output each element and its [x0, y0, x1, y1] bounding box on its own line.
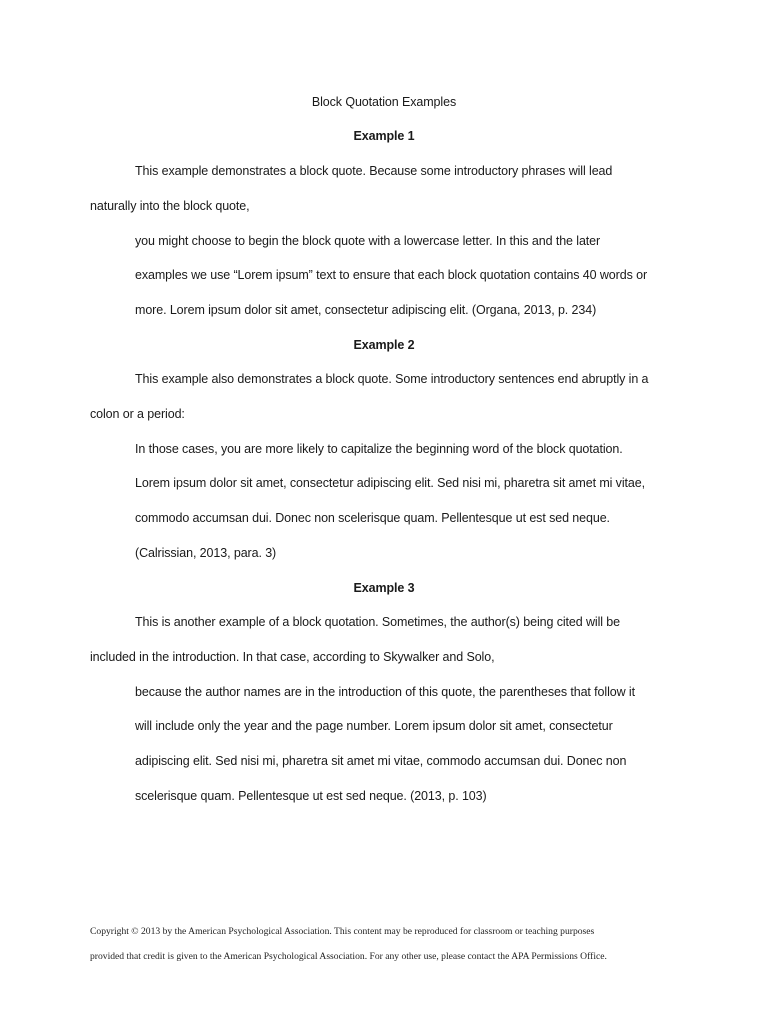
example-1-quote-line: you might choose to begin the block quote with a lowercase letter. In this and the later [135, 234, 601, 248]
example-2-quote-line: commodo accumsan dui. Donec non scelerisque quam. Pellentesque ut est sed neque. [135, 511, 610, 525]
copyright-footer-line: Copyright © 2013 by the American Psychological Association. This content may be reproduced for classroom or teaching purposes [90, 926, 595, 937]
example-2-heading: Example 2 [353, 338, 415, 352]
example-3-quote-line: because the author names are in the introduction of this quote, the parentheses that follow it [135, 685, 635, 699]
example-3-quote-line: adipiscing elit. Sed nisi mi, pharetra sit amet mi vitae, commodo accumsan dui. Donec non [135, 754, 627, 768]
example-2-intro-line: This example also demonstrates a block quote. Some introductory sentences end abruptly in a [135, 372, 649, 386]
example-2-quote-line: (Calrissian, 2013, para. 3) [135, 546, 277, 560]
example-1-quote-line: more. Lorem ipsum dolor sit amet, consectetur adipiscing elit. (Organa, 2013, p. 234) [135, 303, 597, 317]
example-3-quote-line: scelerisque quam. Pellentesque ut est sed neque. (2013, p. 103) [135, 789, 487, 803]
example-3-intro-line: included in the introduction. In that case, according to Skywalker and Solo, [90, 650, 495, 664]
example-1-heading: Example 1 [353, 129, 415, 143]
example-3-intro-line: This is another example of a block quotation. Sometimes, the author(s) being cited will be [135, 615, 621, 629]
document-title: Block Quotation Examples [311, 95, 457, 109]
example-2-intro-line: colon or a period: [90, 407, 185, 421]
copyright-footer-line: provided that credit is given to the American Psychological Association. For any other use, please contact the APA Permissions Office. [90, 951, 607, 962]
example-1-quote-line: examples we use “Lorem ipsum” text to ensure that each block quotation contains 40 words or [135, 268, 648, 282]
example-3-heading: Example 3 [353, 581, 415, 595]
example-1-intro-line: naturally into the block quote, [90, 199, 250, 213]
example-2-quote-line: Lorem ipsum dolor sit amet, consectetur adipiscing elit. Sed nisi mi, pharetra sit amet mi vitae, [135, 476, 645, 490]
example-2-quote-line: In those cases, you are more likely to capitalize the beginning word of the block quotation. [135, 442, 623, 456]
example-1-intro-line: This example demonstrates a block quote. Because some introductory phrases will lead [135, 164, 613, 178]
example-3-quote-line: will include only the year and the page number. Lorem ipsum dolor sit amet, consectetur [135, 719, 613, 733]
